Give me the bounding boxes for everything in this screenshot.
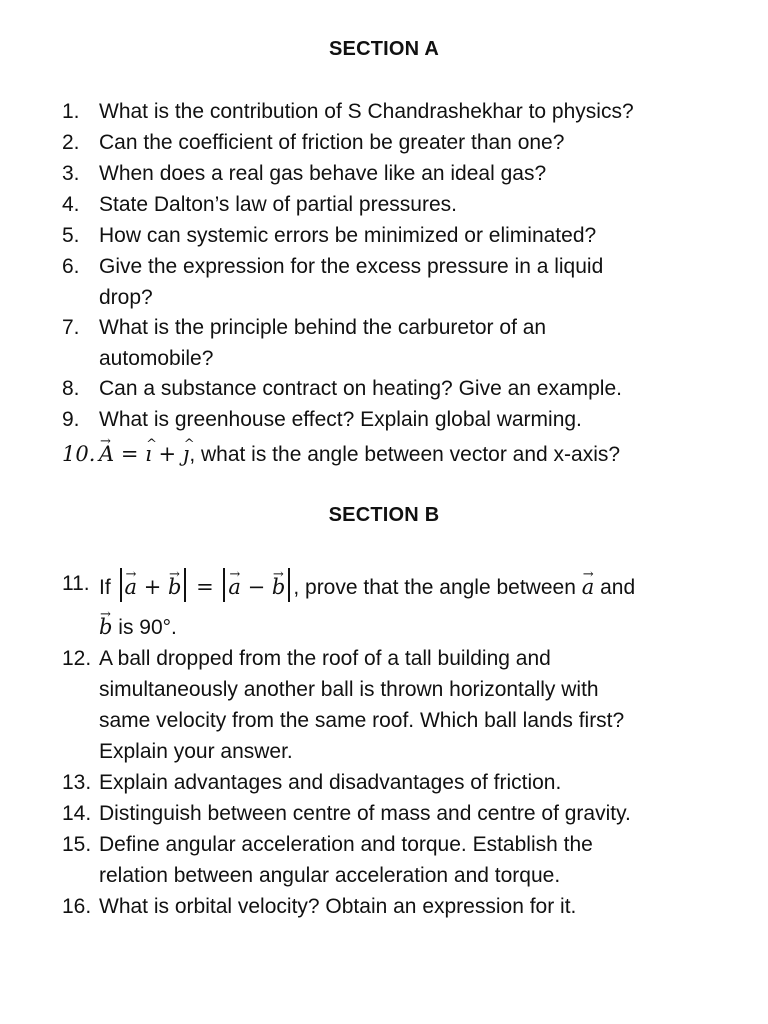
question-number: 1. (62, 100, 80, 123)
question-number: 2. (62, 131, 80, 154)
question-number: 8. (62, 377, 80, 400)
question-text: How can systemic errors be minimized or eliminated? (99, 224, 597, 247)
question-text: What is the contribution of S Chandrashekhar to physics? (99, 100, 634, 123)
unit-vector-i-symbol: ^ ı (145, 439, 152, 470)
question-text: Can the coefficient of friction be greater than one? (99, 131, 565, 154)
question-text: is 90°. (118, 616, 177, 639)
question-15 (62, 829, 752, 891)
vector-b-symbol: → b (272, 572, 285, 603)
question-text: What is orbital velocity? Obtain an expression for it. (99, 895, 577, 918)
vector-a-symbol: → a (582, 572, 595, 603)
vector-a-symbol: → A (99, 439, 114, 470)
vector-b-symbol: → b (99, 612, 112, 643)
math-plus-sign: + (137, 575, 168, 599)
question-text-and: and (600, 576, 636, 599)
math-equals-sign: = (189, 575, 221, 599)
question-number: 15. (62, 833, 92, 856)
question-text-continued: automobile? (99, 347, 214, 370)
section-b-heading: SECTION B (328, 504, 440, 526)
question-text-continued: simultaneously another ball is thrown horizontally with (99, 678, 599, 701)
question-text-with-math (99, 439, 620, 470)
question-number: 11. (62, 572, 90, 595)
question-text: Distinguish between centre of mass and centre of gravity. (99, 802, 631, 825)
absolute-value-bar (184, 568, 186, 602)
question-number: 10. (62, 442, 96, 466)
question-text-prefix: If (99, 576, 111, 599)
question-number: 13. (62, 771, 92, 794)
question-text: A ball dropped from the roof of a tall building and (99, 647, 551, 670)
question-11 (62, 568, 752, 640)
question-number: 3. (62, 162, 80, 185)
question-12 (62, 643, 752, 767)
question-text-continued: relation between angular acceleration and torque. (99, 864, 561, 887)
unit-vector-j-symbol: ^ ȷ (183, 439, 190, 470)
question-number: 12. (62, 647, 92, 670)
question-text-continued: Explain your answer. (99, 740, 293, 763)
question-6 (62, 251, 752, 313)
vector-a-symbol: → a (228, 572, 241, 603)
question-text-continued: drop? (99, 286, 153, 309)
absolute-value-bar (288, 568, 290, 602)
question-number: 4. (62, 193, 80, 216)
question-text-continued: same velocity from the same roof. Which ball lands first? (99, 709, 625, 732)
question-number: 16. (62, 895, 92, 918)
question-text: Define angular acceleration and torque. Establish the (99, 833, 593, 856)
question-number: 7. (62, 316, 80, 339)
question-text: State Dalton’s law of partial pressures. (99, 193, 457, 216)
question-text: What is greenhouse effect? Explain global warming. (99, 408, 582, 431)
question-text: When does a real gas behave like an ideal gas? (99, 162, 547, 185)
question-number: 5. (62, 224, 80, 247)
question-text: , prove that the angle between (293, 576, 576, 599)
question-text-with-math (99, 568, 635, 603)
question-text: What is the principle behind the carburetor of an (99, 316, 547, 339)
absolute-value-bar (223, 568, 225, 602)
absolute-value-bar (120, 568, 122, 602)
question-number: 14. (62, 802, 92, 825)
question-text: Give the expression for the excess pressure in a liquid (99, 255, 604, 278)
question-text-continued (99, 612, 177, 643)
question-text: , what is the angle between vector and x-axis? (189, 443, 621, 466)
math-expression: = (114, 442, 146, 466)
math-plus-sign: + (151, 442, 183, 466)
question-7 (62, 312, 752, 374)
question-number: 6. (62, 255, 80, 278)
section-a-heading: SECTION A (329, 38, 439, 60)
vector-a-symbol: → a (125, 572, 138, 603)
math-minus-sign: − (240, 575, 272, 599)
question-text: Can a substance contract on heating? Give an example. (99, 377, 622, 400)
question-text: Explain advantages and disadvantages of friction. (99, 771, 562, 794)
question-number: 9. (62, 408, 80, 431)
vector-b-symbol: → b (168, 572, 181, 603)
